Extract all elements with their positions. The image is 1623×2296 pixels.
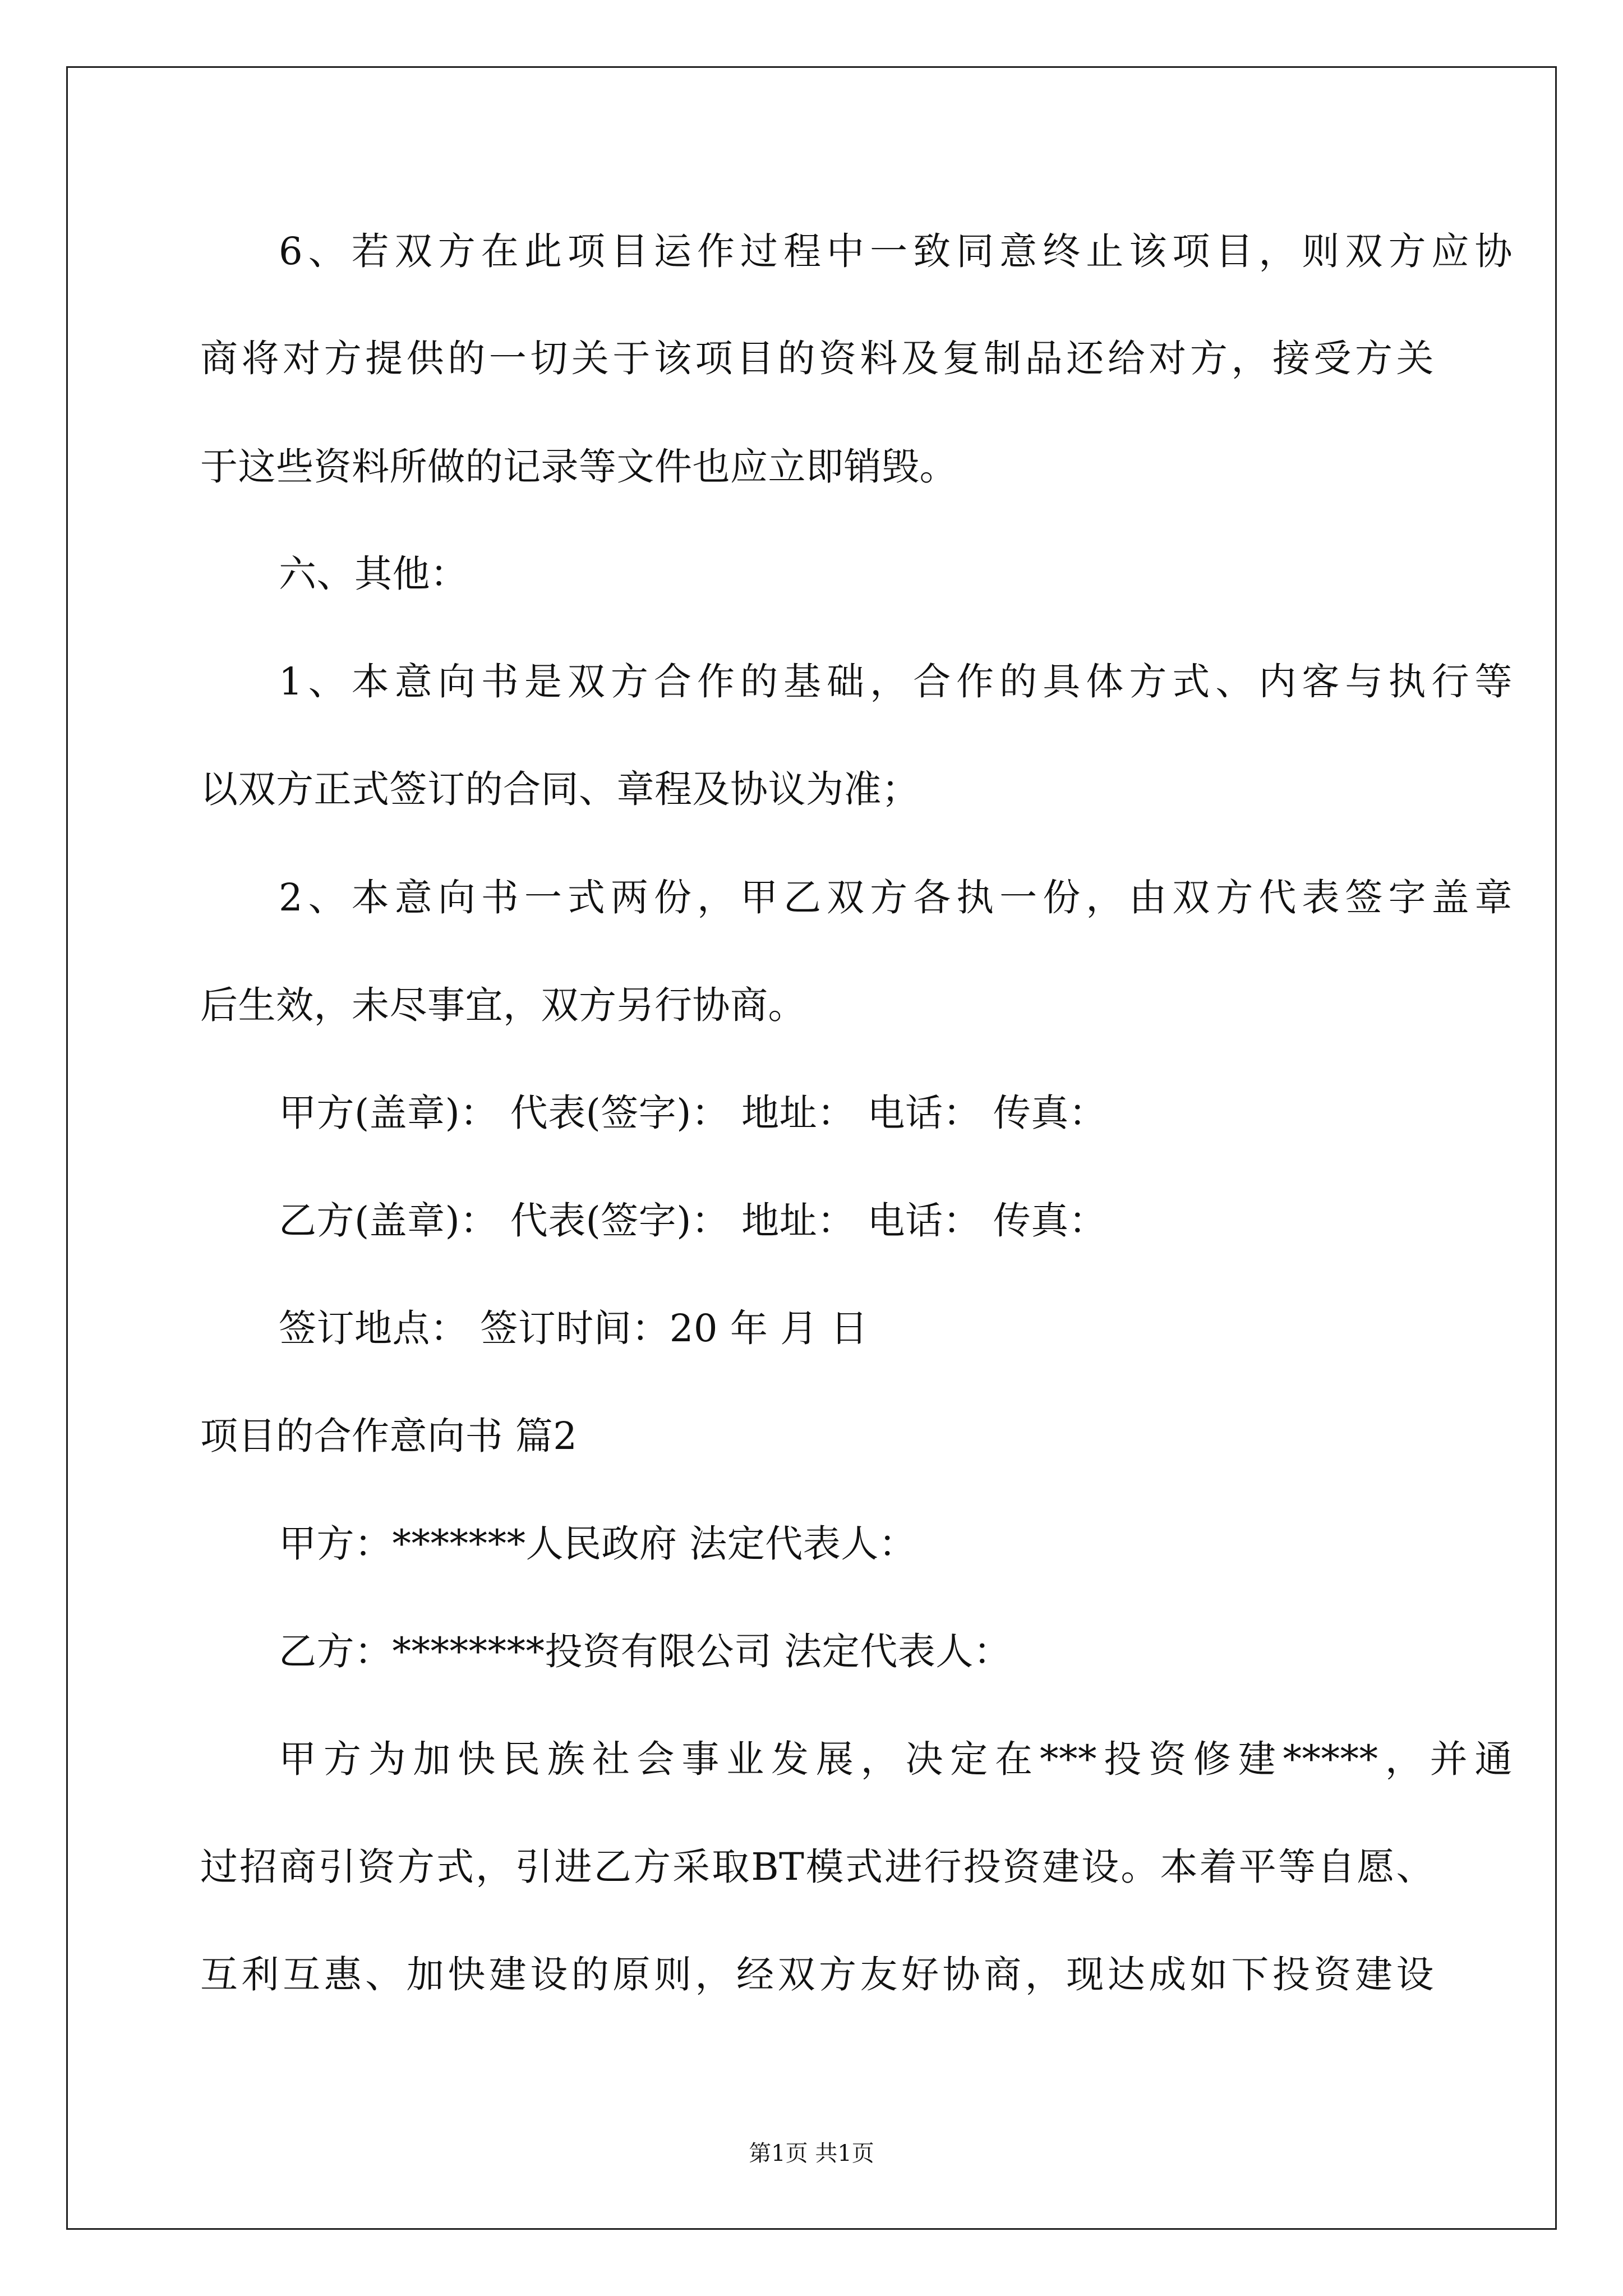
party-b-line: 乙方：********投资有限公司 法定代表人： xyxy=(279,1630,1012,1673)
signing-place-time-line: 签订地点： 签订时间：20 年 月 日 xyxy=(279,1306,868,1350)
party-b-signature-line: 乙方(盖章)： 代表(签字)： 地址： 电话： 传真： xyxy=(279,1199,1107,1243)
paragraph-line: 商将对方提供的一切关于该项目的资料及复制品还给对方，接受方关 xyxy=(200,337,1434,380)
paragraph-line: 互利互惠、加快建设的原则，经双方友好协商，现达成如下投资建设 xyxy=(200,1953,1434,1996)
section-title: 项目的合作意向书 篇2 xyxy=(200,1414,578,1458)
paragraph-line: 后生效，未尽事宜，双方另行协商。 xyxy=(200,983,806,1027)
section-heading: 六、其他： xyxy=(279,552,468,596)
paragraph-line: 2、本意向书一式两份，甲乙双方各执一份，由双方代表签字盖章 xyxy=(279,876,1513,919)
party-a-line: 甲方：*******人民政府 法定代表人： xyxy=(279,1522,917,1566)
paragraph-line: 于这些资料所做的记录等文件也应立即销毁。 xyxy=(200,445,957,489)
page-border xyxy=(66,66,1557,2230)
paragraph-line: 6、若双方在此项目运作过程中一致同意终止该项目，则双方应协 xyxy=(279,229,1513,273)
paragraph-line: 以双方正式签订的合同、章程及协议为准； xyxy=(200,767,920,811)
paragraph-line: 1、本意向书是双方合作的基础，合作的具体方式、内客与执行等 xyxy=(279,660,1513,703)
page-footer: 第1页 共1页 xyxy=(749,2141,874,2166)
paragraph-line: 过招商引资方式，引进乙方采取BT模式进行投资建设。本着平等自愿、 xyxy=(200,1845,1434,1889)
paragraph-line: 甲方为加快民族社会事业发展，决定在***投资修建*****，并通 xyxy=(279,1737,1513,1781)
party-a-signature-line: 甲方(盖章)： 代表(签字)： 地址： 电话： 传真： xyxy=(279,1091,1107,1135)
